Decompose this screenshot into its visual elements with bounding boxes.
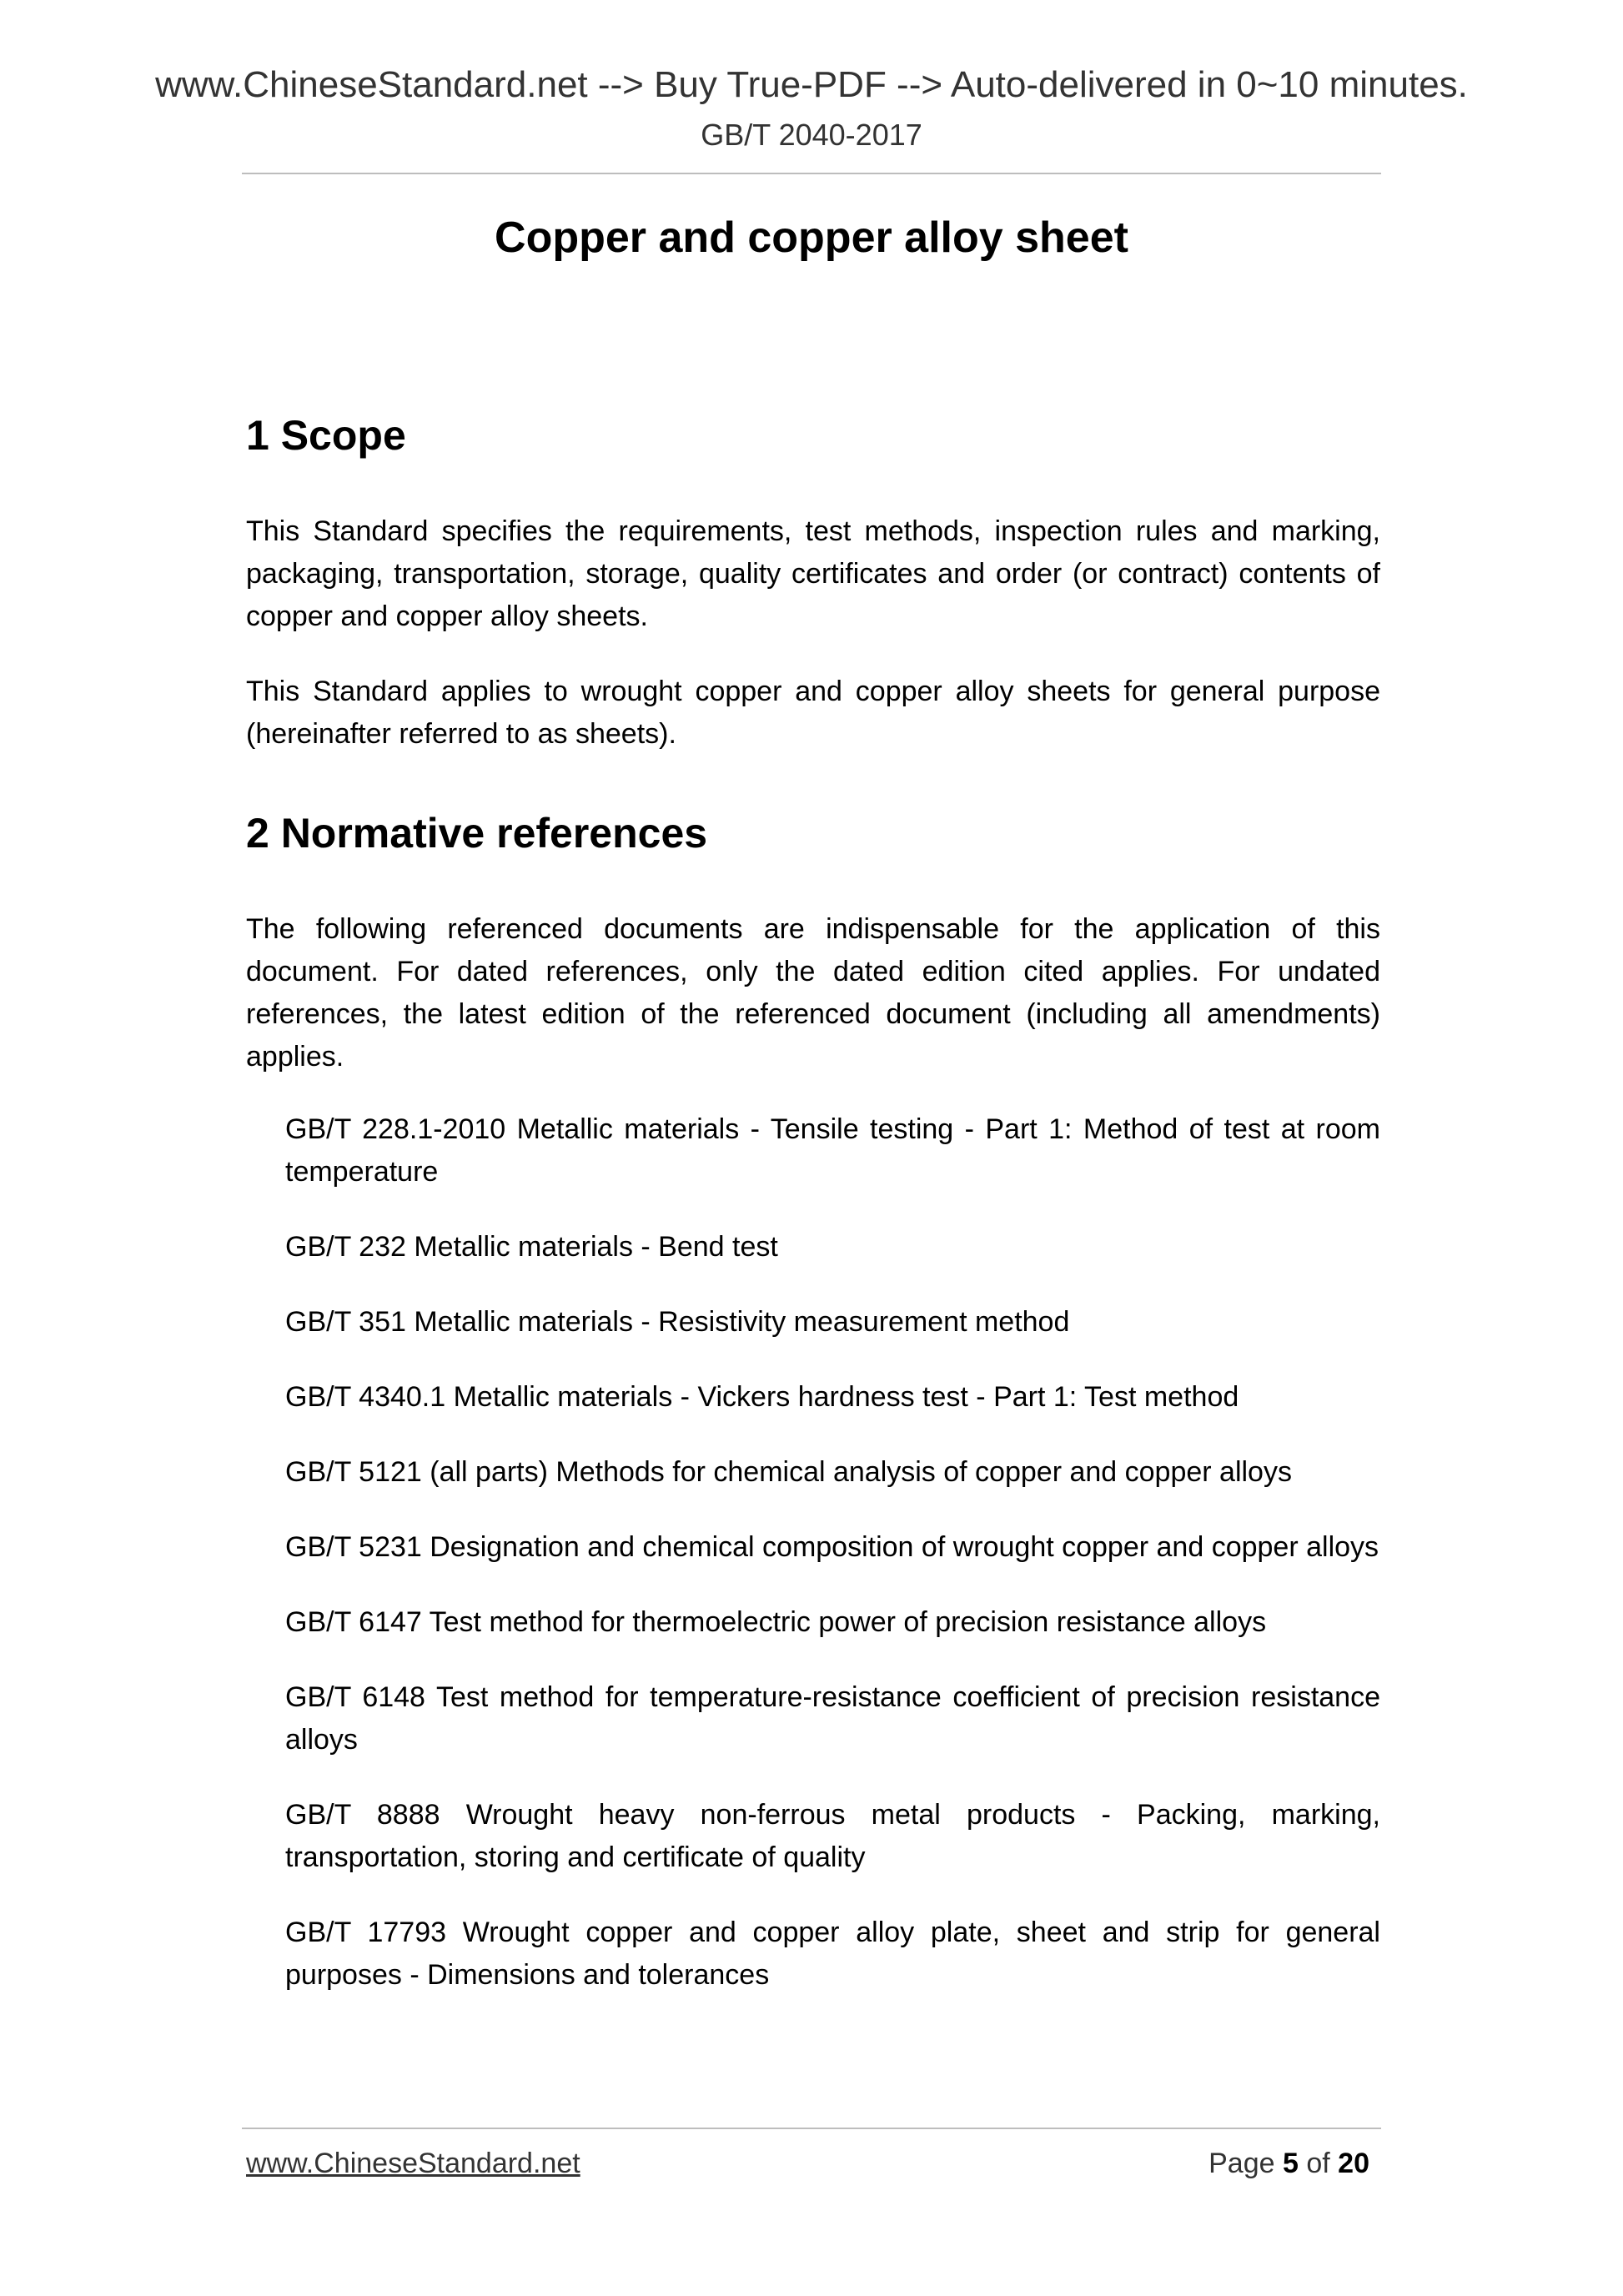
reference-item: GB/T 228.1-2010 Metallic materials - Tensile testing - Part 1: Method of test at room temperature bbox=[285, 1113, 1380, 1188]
page-of-label: of bbox=[1306, 2148, 1330, 2179]
page-indicator bbox=[1208, 2145, 1369, 2182]
footer-divider bbox=[242, 2128, 1381, 2129]
page-current: 5 bbox=[1282, 2148, 1299, 2179]
standard-code: GB/T 2040-2017 bbox=[701, 118, 922, 152]
section-heading-scope: 1 Scope bbox=[246, 412, 406, 459]
reference-item: GB/T 232 Metallic materials - Bend test bbox=[285, 1231, 778, 1263]
scope-paragraph-2: This Standard applies to wrought copper and copper alloy sheets for general purpose (hereinafter referred to as sheets). bbox=[246, 676, 1380, 750]
reference-item: GB/T 6148 Test method for temperature-resistance coefficient of precision resistance alloys bbox=[285, 1681, 1380, 1756]
reference-item: GB/T 351 Metallic materials - Resistivity measurement method bbox=[285, 1306, 1070, 1338]
reference-list bbox=[285, 1108, 1380, 2029]
header-divider bbox=[242, 173, 1381, 174]
scope-paragraph-1: This Standard specifies the requirements, test methods, inspection rules and marking, packaging, transportation, storage, quality certificates and order (or contract) contents of copper and copper alloy sheets. bbox=[246, 515, 1380, 632]
reference-item: GB/T 8888 Wrought heavy non-ferrous metal products - Packing, marking, transportation, storing and certificate of quality bbox=[285, 1799, 1380, 1873]
header-banner: www.ChineseStandard.net --> Buy True-PDF --> Auto-delivered in 0~10 minutes. bbox=[155, 64, 1468, 105]
page-label: Page bbox=[1208, 2148, 1275, 2179]
reference-item: GB/T 5121 (all parts) Methods for chemical analysis of copper and copper alloys bbox=[285, 1456, 1292, 1488]
reference-item: GB/T 6147 Test method for thermoelectric power of precision resistance alloys bbox=[285, 1606, 1267, 1638]
reference-item: GB/T 17793 Wrought copper and copper alloy plate, sheet and strip for general purposes - Dimensions and tolerances bbox=[285, 1917, 1380, 1991]
page-total: 20 bbox=[1338, 2148, 1369, 2179]
reference-item: GB/T 5231 Designation and chemical composition of wrought copper and copper alloys bbox=[285, 1531, 1379, 1563]
section-heading-normative-references: 2 Normative references bbox=[246, 810, 708, 857]
reference-item: GB/T 4340.1 Metallic materials - Vickers hardness test - Part 1: Test method bbox=[285, 1381, 1239, 1413]
footer-site-link[interactable]: www.ChineseStandard.net bbox=[246, 2148, 580, 2179]
normative-references-paragraph: The following referenced documents are indispensable for the application of this document. For dated references, only the dated edition cited applies. For undated references, the latest edition of the referenced document (including all amendments) applies. bbox=[246, 913, 1380, 1073]
document-title: Copper and copper alloy sheet bbox=[495, 214, 1128, 262]
